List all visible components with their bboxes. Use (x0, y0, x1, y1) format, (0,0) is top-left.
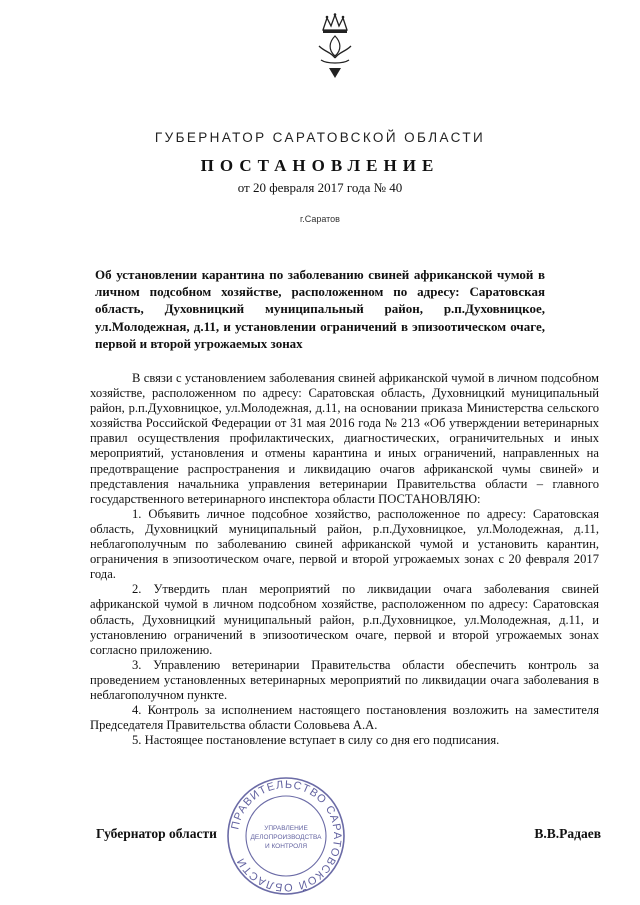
resolution-item-1: 1. Объявить личное подсобное хозяйство, расположенное по адресу: Саратовская область, Духовницкий муниципальный район, р.п.Духовницкое, ул.Молодежная, д.11, неблагополучным по заболеванию свиней африканской чумой и установить карантин, ограничения в эпизоотическом очаге, первой и второй угрожаемых зонах с 20 февраля 2017 года. (90, 506, 599, 582)
resolution-item-4: 4. Контроль за исполнением настоящего постановления возложить на заместителя Председателя Правительства области Соловьева А.А. (90, 703, 599, 733)
resolution-item-3: 3. Управлению ветеринарии Правительства области обеспечить контроль за проведением установленных ветеринарных мероприятий по ликвидации очага заболевания в неблагополучном пункте. (90, 657, 599, 702)
document-type: ПОСТАНОВЛЕНИЕ (200, 156, 440, 175)
document-subject: Об установлении карантина по заболеванию свиней африканской чумой в личном подсобном хозяйстве, расположенном по адресу: Саратовская область, Духовницкий муниципальный район, р.п.Духовницкое, ул.Молодежная, д.11, и установлении ограничений в эпизоотическом очаге, первой и второй угрожаемых зонах (95, 267, 545, 351)
document-date-number: от 20 февраля 2017 года № 40 (237, 180, 403, 195)
svg-text:И КОНТРОЛЯ: И КОНТРОЛЯ (264, 843, 308, 850)
svg-text:УПРАВЛЕНИЕ: УПРАВЛЕНИЕ (264, 825, 308, 832)
document-body (90, 371, 599, 748)
issuing-authority: ГУБЕРНАТОР САРАТОВСКОЙ ОБЛАСТИ (154, 130, 486, 145)
signatory-post: Губернатор области (96, 826, 217, 841)
resolution-item-5: 5. Настоящее постановление вступает в силу со дня его подписания. (132, 733, 500, 748)
signatory-name: В.В.Радаев (534, 826, 601, 841)
svg-text:ПРАВИТЕЛЬСТВО САРАТОВСКОЙ ОБЛА: ПРАВИТЕЛЬСТВО САРАТОВСКОЙ ОБЛАСТИ (229, 778, 344, 894)
document-city: г.Саратов (300, 214, 340, 224)
preamble-paragraph: В связи с установлением заболевания свиней африканской чумой в личном подсобном хозяйстве, расположенном по адресу: Саратовская область, Духовницкий муниципальный район, р.п.Духовницкое, ул.Молодежная, д.11, на основании приказа Министерства сельского хозяйства Российской Федерации от 31 мая 2016 года № 213 «Об утверждении ветеринарных правил осуществления профилактических, диагностических, ограничительных и иных мероприятий, установления и отмены карантина и иных ограничений, направленных на предотвращение распространения и ликвидацию очагов африканской чумы свиней» и представления начальника управления ветеринарии Правительства области – главного государственного ветеринарного инспектора области ПОСТАНОВЛЯЮ: (90, 371, 599, 506)
svg-text:ДЕЛОПРОИЗВОДСТВА: ДЕЛОПРОИЗВОДСТВА (250, 834, 322, 841)
resolution-item-2: 2. Утвердить план мероприятий по ликвидации очага заболевания свиней африканской чумой в личном подсобном хозяйстве, расположенном по адресу: Саратовская область, Духовницкий муниципальный район, р.п.Духовницкое, ул.Молодежная, д.11, и установлению ограничений в эпизоотическом очаге, первой и второй угрожаемых зонах согласно приложению. (90, 582, 599, 657)
signature-block (96, 826, 601, 848)
coat-of-arms-emblem-icon (305, 12, 365, 82)
